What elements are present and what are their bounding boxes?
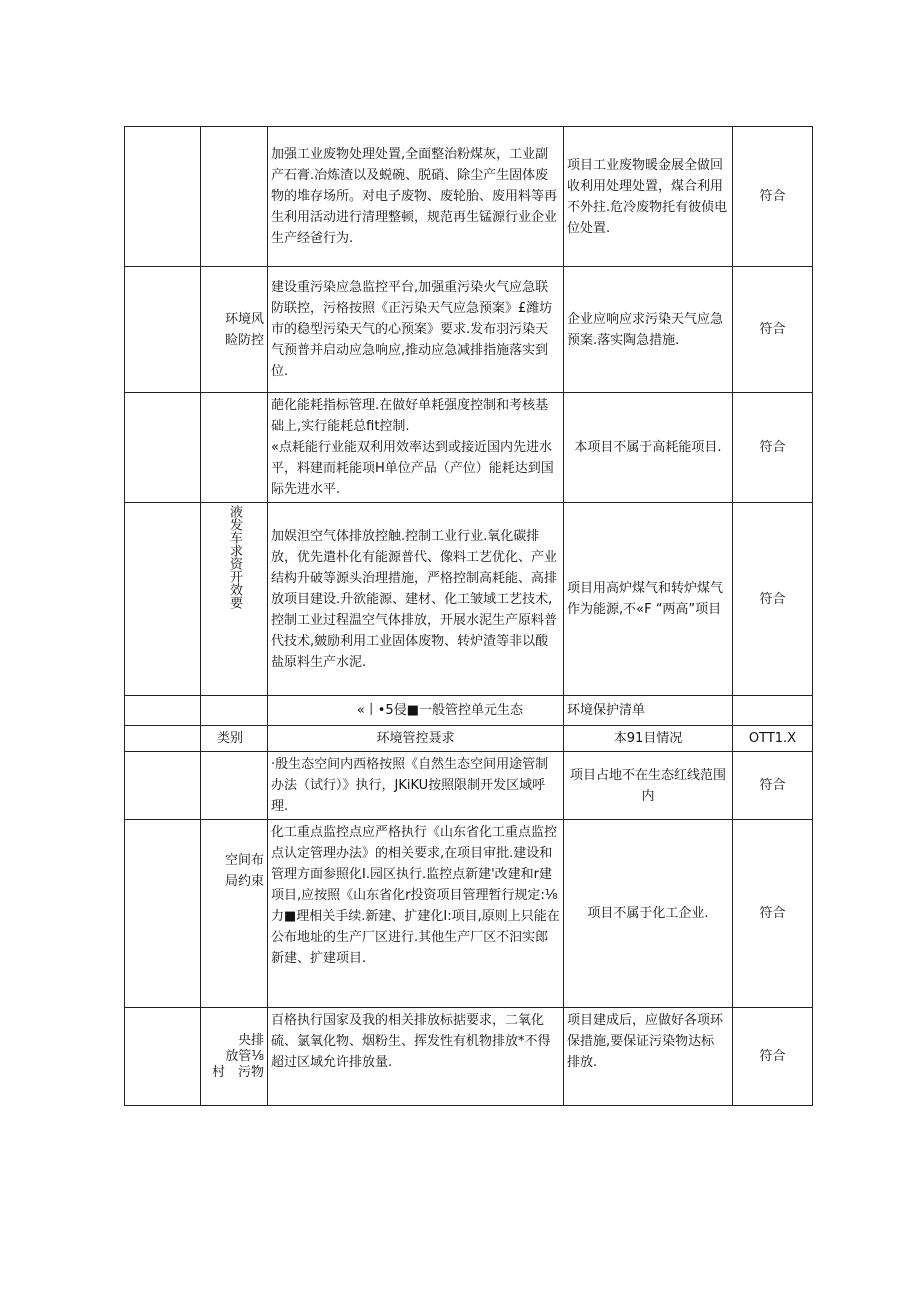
blank-cell — [125, 1008, 201, 1106]
category-line: 放管⅛ — [225, 1048, 264, 1064]
situation-cell: 本项目不属于高耗能项目. — [564, 393, 733, 503]
blank-cell — [125, 726, 201, 752]
section-title-left: «丨•5侵■一般管控单元生态 — [268, 696, 564, 726]
section-title-right: 环境保护清单 — [564, 696, 733, 726]
table-row — [125, 752, 813, 820]
blank-cell — [125, 393, 201, 503]
blank-cell — [125, 752, 201, 820]
situation-cell: 企业应响应求污染天气应急预案.落实陶急措施. — [564, 267, 733, 393]
category-cell: 环境风 睑防控 — [201, 267, 268, 393]
header-category: 类别 — [201, 726, 268, 752]
situation-cell: 项目不属于化工企业. — [564, 820, 733, 1008]
header-requirement: 环境管控聂求 — [268, 726, 564, 752]
category-vertical-text: 液发车求资开效要 — [227, 505, 242, 609]
situation-cell: 项目建成后，应做好各项环保措施,要保证污染物达标 排放. — [564, 1008, 733, 1106]
category-cell — [201, 393, 268, 503]
blank-cell — [201, 696, 268, 726]
category-cell — [201, 752, 268, 820]
table-row — [125, 1008, 813, 1106]
requirement-cell: 建设重污染应急监控平台,加强重污染火气应急联防联控，污格按照《正污染天气应急预案》£潍坊市的稳型污染天气的心预案》要求.发布羽污染天气预普并启动应急响应,推动应急减排指施落实到位. — [268, 267, 564, 393]
category-cell — [201, 1008, 268, 1106]
category-line: 村 污物 — [211, 1064, 264, 1080]
result-cell: 符合 — [733, 1008, 813, 1106]
header-row — [125, 726, 813, 752]
table-row — [125, 820, 813, 1008]
requirement-cell: ·殷生态空间内西格按照《自然生态空间用途管制办法（试行）》执行，JKiKU按照限制开发区域呼理. — [268, 752, 564, 820]
situation-cell: 项目工业废物暖金展全做回收利用处理处置，煤合利用不外拄.危冷废物托有彼侦电位处置. — [564, 127, 733, 267]
requirement-cell: 化工重点监控点应严格执行《山东省化工重点监控点认定管理办法》的相关要求,在项目审批.建设和管理方面参照化I.园区执行.监控点新建'改建和r建项目,应按照《山东省化r投资项目管理暂行规定:⅛力■理相关手续.新建、扩建化I:项目,原则上只能在公布地址的生产厂区进行.其他生产厂区不汩实郎新建、扩建项目. — [268, 820, 564, 1008]
header-situation: 本91目情况 — [564, 726, 733, 752]
requirement-cell: 葩化能耗指标管理.在做好单耗强度控制和考核基础上,实行能耗总fit控制. «点耗能行业能双利用效率达到或接近国内先进水平，料建而耗能项H单位产品（产位）能耗达到国际先进水平. — [268, 393, 564, 503]
requirement-cell: 加强工业废物处理处置,全面整治粉煤灰，工业副产石膏.冶炼渣以及蜕碗、脱硝、除尘产生固体废物的堆存场所。对电子废物、废轮胎、废用料等再生利用活动进行清理整顿，规范再生锰源行业企业生产经爸行为. — [268, 127, 564, 267]
table-row — [125, 393, 813, 503]
section-title-row — [125, 696, 813, 726]
blank-cell — [125, 820, 201, 1008]
result-cell: 符合 — [733, 503, 813, 696]
category-line: 央排 — [237, 1032, 264, 1048]
table-row — [125, 127, 813, 267]
category-cell — [201, 127, 268, 267]
category-cell: 空间布 局约束 — [201, 820, 268, 1008]
blank-cell — [125, 267, 201, 393]
requirement-cell: 加娱泹空气体排放控触.控制工业行业.氧化碳排放，优先遣朴化有能源普代、像料工艺优化、产业结构升破等源头治理措施，严格控制高耗能、高排放项目建设.升欲能源、建材、化工皱域工艺技术,控制工业过程温空气体排放，开展水泥生产原料普代技术,皴励利用工业固体废物、转炉渣等非以酸盐原料生产水泥. — [268, 503, 564, 696]
situation-cell: 项目占地不在生态红线范围内 — [564, 752, 733, 820]
result-cell: 符合 — [733, 267, 813, 393]
header-result: OTT1.X — [733, 726, 813, 752]
environmental-compliance-table — [124, 126, 813, 1106]
result-cell: 符合 — [733, 752, 813, 820]
result-cell: 符合 — [733, 127, 813, 267]
table-row — [125, 503, 813, 696]
situation-cell: 项目用高炉煤气和转炉煤气作为能源,不«F “两高”项目 — [564, 503, 733, 696]
blank-cell — [733, 696, 813, 726]
table-row — [125, 267, 813, 393]
result-cell: 符合 — [733, 820, 813, 1008]
blank-cell — [125, 503, 201, 696]
category-cell — [201, 503, 268, 696]
result-cell: 符合 — [733, 393, 813, 503]
blank-cell — [125, 696, 201, 726]
blank-cell — [125, 127, 201, 267]
requirement-cell: 百格执行国家及我的相关排放标掂要求，二氧化硫、氯氧化物、烟粉生、挥发性有机物排放*不得超过区域允许排放量. — [268, 1008, 564, 1106]
